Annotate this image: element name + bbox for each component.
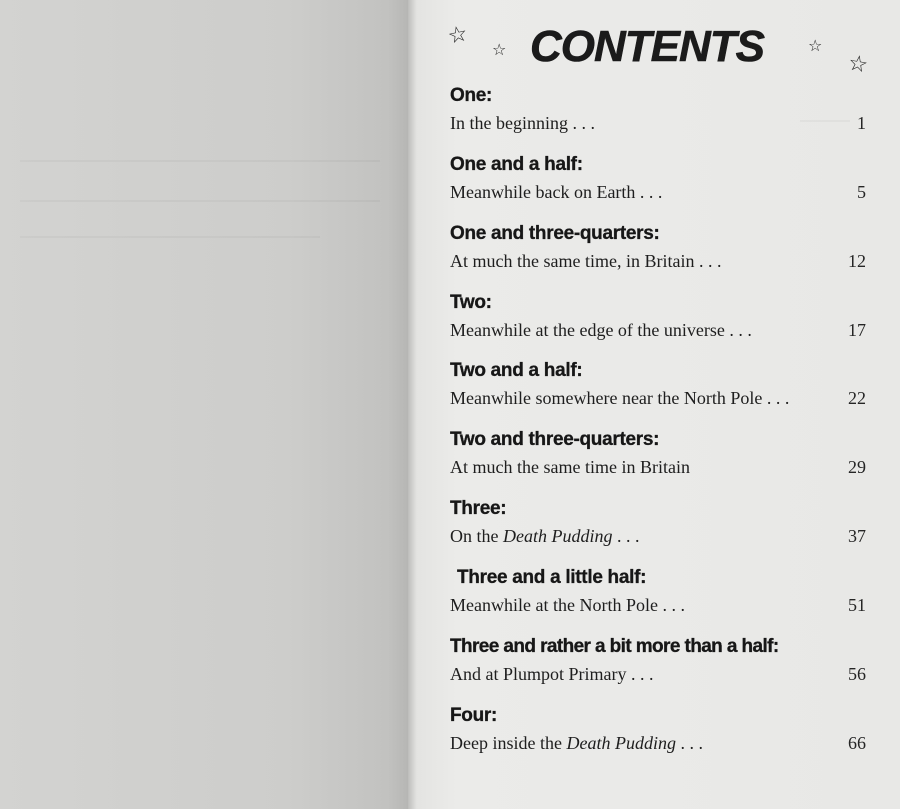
bleed-through-mark	[20, 160, 380, 162]
page-number: 17	[848, 320, 866, 340]
bleed-through-mark	[20, 200, 380, 202]
chapter-description	[450, 525, 640, 547]
chapter-row	[450, 112, 866, 134]
chapter-description: At much the same time, in Britain . . .	[450, 251, 722, 271]
chapter-heading: One and three-quarters:	[450, 223, 660, 244]
page-number: 51	[848, 595, 866, 615]
chapter-description: At much the same time in Britain	[450, 457, 690, 477]
left-page	[0, 0, 412, 809]
toc-entry	[450, 291, 866, 341]
chapter-heading: Three and rather a bit more than a half:	[450, 636, 779, 657]
description-italic-title: Death Pudding	[503, 526, 613, 546]
chapter-row	[450, 732, 866, 754]
chapter-row	[450, 319, 866, 341]
toc-entry	[450, 428, 866, 478]
chapter-description: In the beginning . . .	[450, 113, 595, 133]
chapter-description: Meanwhile at the North Pole . . .	[450, 595, 685, 615]
toc-entry	[450, 359, 866, 409]
chapter-description: Meanwhile at the edge of the universe . . .	[450, 320, 752, 340]
page-number: 37	[848, 526, 866, 546]
chapter-heading: Two:	[450, 292, 492, 313]
chapter-row	[450, 525, 866, 547]
page-number: 56	[848, 664, 866, 684]
toc-entry	[450, 153, 866, 203]
chapter-row	[450, 663, 866, 685]
description-text: . . .	[612, 526, 640, 546]
page-number: 66	[848, 733, 866, 753]
chapter-heading: Three and a little half:	[457, 567, 647, 588]
description-text: . . .	[675, 733, 703, 753]
page-number: 22	[848, 388, 866, 408]
star-icon: ☆	[846, 50, 870, 79]
star-icon: ☆	[492, 40, 507, 59]
page-title: CONTENTS	[530, 22, 764, 71]
toc-entry	[450, 566, 866, 616]
bleed-through-mark	[20, 236, 320, 238]
toc-entry	[450, 497, 866, 547]
chapter-description	[450, 732, 703, 754]
chapter-description: And at Plumpot Primary . . .	[450, 664, 654, 684]
chapter-heading: Two and three-quarters:	[450, 429, 660, 450]
chapter-description: Meanwhile somewhere near the North Pole . . .	[450, 388, 790, 408]
page-number: 1	[857, 113, 866, 133]
toc-entry	[450, 635, 866, 685]
chapter-row	[450, 387, 866, 409]
page-number: 12	[848, 251, 866, 271]
star-icon: ☆	[445, 21, 471, 50]
chapter-row	[450, 594, 866, 616]
description-text: Deep inside the	[450, 733, 567, 753]
page-number: 5	[857, 182, 866, 202]
chapter-row	[450, 250, 866, 272]
toc-entry	[450, 222, 866, 272]
description-italic-title: Death Pudding	[566, 733, 676, 753]
chapter-row	[450, 456, 866, 478]
chapter-heading: Two and a half:	[450, 360, 583, 381]
toc-entry	[450, 704, 866, 754]
description-text: On the	[450, 526, 503, 546]
toc-entry	[450, 84, 866, 134]
chapter-row	[450, 181, 866, 203]
chapter-heading: One and a half:	[450, 154, 583, 175]
chapter-heading: Four:	[450, 705, 498, 726]
chapter-heading: Three:	[450, 498, 507, 519]
page-number: 29	[848, 457, 866, 477]
chapter-description: Meanwhile back on Earth . . .	[450, 182, 663, 202]
chapter-heading: One:	[450, 85, 493, 106]
star-icon: ☆	[808, 36, 823, 55]
